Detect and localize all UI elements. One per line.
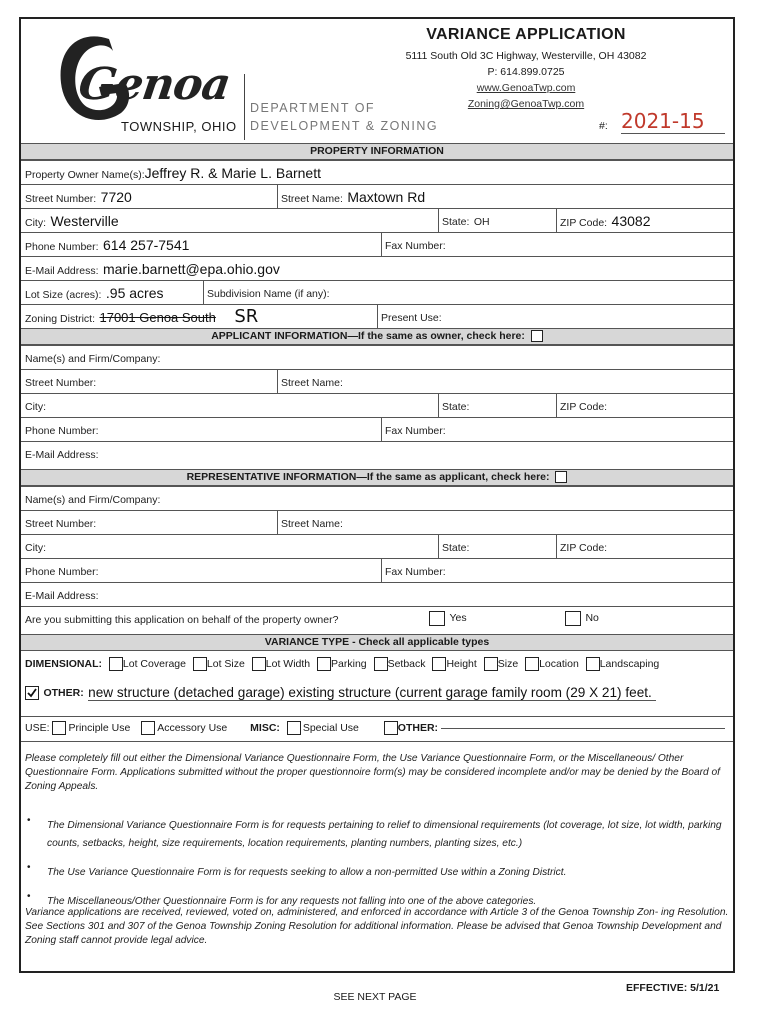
representative-same-checkbox[interactable] — [555, 471, 567, 483]
size-label: Size — [497, 658, 519, 670]
office-phone: P: 614.899.0725 — [487, 66, 565, 78]
lot-size-checkbox[interactable] — [193, 657, 207, 671]
zip-value[interactable]: 43082 — [611, 213, 651, 229]
city-value[interactable]: Westerville — [50, 213, 119, 229]
misc-label: MISC: — [250, 722, 280, 734]
representative-state-label: State: — [442, 542, 470, 554]
use-label: USE: — [25, 722, 50, 734]
street-name-value[interactable]: Maxtown Rd — [347, 189, 426, 205]
parking-label: Parking — [331, 658, 367, 670]
office-address: 5111 South Old 3C Highway, Westerville, OH 43082 — [405, 50, 647, 62]
representative-email-row — [21, 582, 733, 606]
property-city-row — [21, 208, 733, 232]
representative-city-label: City: — [25, 542, 46, 554]
representative-section-title: REPRESENTATIVE INFORMATION—If the same as applicant, check here: — [186, 471, 550, 483]
property-email-row — [21, 256, 733, 280]
separator-line-2 — [21, 741, 733, 742]
applicant-state-label: State: — [442, 401, 470, 413]
dept-line2: DEVELOPMENT & ZONING — [250, 119, 439, 133]
misc-other-label: OTHER: — [397, 722, 439, 734]
form-title: VARIANCE APPLICATION — [426, 26, 626, 43]
other-row — [25, 684, 731, 708]
other-label: OTHER: — [43, 686, 84, 699]
street-number-value[interactable]: 7720 — [100, 189, 132, 205]
lot-size-label: Lot Size (acres): — [25, 289, 102, 301]
dimensional-row — [25, 657, 731, 677]
applicant-city-label: City: — [25, 401, 46, 413]
state-value[interactable]: OH — [473, 216, 490, 228]
dimensional-label: DIMENSIONAL: — [25, 658, 102, 670]
location-label: Location — [539, 658, 579, 670]
bullet-text: The Miscellaneous/Other Questionnaire Form is for any requests not falling into one of the above categories. — [47, 896, 537, 907]
bullet-text: The Dimensional Variance Questionnaire Form is for requests pertaining to relief to dimensional requirements (lot coverage, lot size, lot width, parking counts, setbacks, height, size requirements, location requirements, planting numbers, planting sizes, etc.) — [47, 820, 722, 849]
behalf-question: Are you submitting this application on behalf of the property owner? — [25, 614, 339, 626]
landscaping-label: Landscaping — [599, 658, 660, 670]
representative-phone-row — [21, 558, 733, 582]
other-checkbox-checked[interactable] — [25, 686, 39, 700]
size-checkbox[interactable] — [484, 657, 498, 671]
bullet-item: • The Use Variance Questionnaire Form is for requests seeking to allow a non-permitted Use within a Zoning District. — [27, 862, 567, 878]
state-label: State: — [442, 216, 470, 228]
lot-coverage-checkbox[interactable] — [109, 657, 123, 671]
applicant-city-row — [21, 393, 733, 417]
website-link[interactable]: www.GenoaTwp.com — [476, 82, 576, 94]
applicant-fax-label: Fax Number: — [385, 425, 446, 437]
lot-size-option-label: Lot Size — [206, 658, 245, 670]
applicant-phone-label: Phone Number: — [25, 425, 99, 437]
special-use-checkbox[interactable] — [287, 721, 301, 735]
logo-township: TOWNSHIP, OHIO — [121, 119, 237, 134]
applicant-street-name-label: Street Name: — [281, 377, 343, 389]
representative-name-row — [21, 486, 733, 510]
checkmark-icon — [26, 687, 38, 699]
separator-line — [21, 716, 733, 717]
street-name-label: Street Name: — [281, 193, 343, 205]
behalf-yes-checkbox[interactable] — [429, 611, 445, 626]
fax-label: Fax Number: — [385, 240, 446, 252]
subdivision-label: Subdivision Name (if any): — [207, 288, 330, 300]
applicant-name-label: Name(s) and Firm/Company: — [25, 353, 161, 365]
setback-checkbox[interactable] — [374, 657, 388, 671]
dept-line1: DEPARTMENT OF — [250, 101, 376, 115]
representative-section — [21, 469, 733, 486]
lot-coverage-label: Lot Coverage — [122, 658, 186, 670]
representative-email-label: E-Mail Address: — [25, 590, 99, 602]
special-use-label: Special Use — [302, 722, 359, 734]
zoning-struck-value: 17001 Genoa South — [99, 310, 216, 325]
property-section-title: PROPERTY INFORMATION — [21, 143, 733, 160]
email-link[interactable]: Zoning@GenoaTwp.com — [467, 98, 585, 110]
bullet-text: The Use Variance Questionnaire Form is for requests seeking to allow a non-permitted Use within a Zoning District. — [47, 867, 567, 878]
height-checkbox[interactable] — [432, 657, 446, 671]
applicant-email-row — [21, 441, 733, 465]
applicant-street-number-label: Street Number: — [25, 377, 97, 389]
applicant-street-row — [21, 369, 733, 393]
bullet-item: • The Dimensional Variance Questionnaire Form is for requests pertaining to relief to dimensional requirements (lot coverage, lot size, lot width, parking counts, setbacks, height, size requirements, location requirements, planting numbers, planting sizes, etc.) — [27, 815, 722, 849]
property-zoning-row — [21, 304, 733, 328]
landscaping-checkbox[interactable] — [586, 657, 600, 671]
lot-width-checkbox[interactable] — [252, 657, 266, 671]
other-value[interactable]: new structure (detached garage) existing structure (current garage family room (29 X 21) feet. — [88, 685, 656, 701]
behalf-yes-label: Yes — [449, 612, 467, 624]
representative-fax-label: Fax Number: — [385, 566, 446, 578]
applicant-section — [21, 328, 733, 345]
logo-wordmark: Genoa — [75, 59, 234, 110]
representative-phone-label: Phone Number: — [25, 566, 99, 578]
applicant-phone-row — [21, 417, 733, 441]
accessory-use-checkbox[interactable] — [141, 721, 155, 735]
phone-label: Phone Number: — [25, 241, 99, 253]
property-street-row — [21, 184, 733, 208]
application-number-label: #: — [599, 120, 608, 132]
principle-use-label: Principle Use — [68, 722, 131, 734]
applicant-same-checkbox[interactable] — [531, 330, 543, 342]
present-use-label: Present Use: — [381, 312, 442, 324]
application-number-value[interactable]: 2021-15 — [621, 109, 725, 134]
behalf-no-label: No — [585, 612, 599, 624]
see-next-page: SEE NEXT PAGE — [333, 991, 417, 1003]
zoning-value[interactable]: SR — [234, 306, 259, 327]
owner-value[interactable]: Jeffrey R. & Marie L. Barnett — [144, 165, 321, 181]
behalf-row — [21, 606, 733, 630]
setback-label: Setback — [387, 658, 426, 670]
applicant-name-row — [21, 345, 733, 369]
representative-zip-label: ZIP Code: — [560, 542, 608, 554]
instructions-bullets — [25, 815, 729, 909]
logo-divider — [244, 74, 245, 140]
email-value[interactable]: marie.barnett@epa.ohio.gov — [102, 261, 280, 277]
lot-width-label: Lot Width — [265, 658, 311, 670]
effective-date: EFFECTIVE: 5/1/21 — [626, 982, 720, 994]
owner-row — [21, 160, 733, 184]
zoning-label: Zoning District: — [25, 313, 96, 325]
instructions-closing: Variance applications are received, reviewed, voted on, administered, and enforced in accordance with Article 3 of the Genoa Township Zon- ing Resolution. See Sections 301 and 307 of the Genoa Township Zoning Resolution for additional information. Please be advised that Genoa Township Development and Zoning staff cannot provide legal advice. — [25, 907, 729, 946]
bullet-item: • The Miscellaneous/Other Questionnaire Form is for any requests not falling into one of the above categories. — [27, 891, 537, 907]
instructions-intro: Please completely fill out either the Dimensional Variance Questionnaire Form, the Use Variance Questionnaire Form, or the Miscellaneous/ Other Questionnaire Form. Applications submitted without the proper questionnoire form(s) may be considered incomplete and/or may be denied by the Board of Zoning Appeals. — [25, 753, 721, 792]
property-lot-row — [21, 280, 733, 304]
representative-street-row — [21, 510, 733, 534]
parking-checkbox[interactable] — [317, 657, 331, 671]
principle-use-checkbox[interactable] — [52, 721, 66, 735]
city-label: City: — [25, 217, 46, 229]
representative-street-number-label: Street Number: — [25, 518, 97, 530]
phone-value[interactable]: 614 257-7541 — [103, 237, 190, 253]
location-checkbox[interactable] — [525, 657, 539, 671]
street-number-label: Street Number: — [25, 193, 97, 205]
applicant-email-label: E-Mail Address: — [25, 449, 99, 461]
accessory-use-label: Accessory Use — [157, 722, 228, 734]
behalf-no-checkbox[interactable] — [565, 611, 581, 626]
lot-size-value[interactable]: .95 acres — [105, 285, 164, 301]
representative-city-row — [21, 534, 733, 558]
email-label: E-Mail Address: — [25, 265, 99, 277]
variance-section-title: VARIANCE TYPE - Check all applicable types — [21, 634, 733, 651]
property-phone-row — [21, 232, 733, 256]
misc-other-line[interactable] — [441, 728, 725, 729]
representative-street-name-label: Street Name: — [281, 518, 343, 530]
use-row — [25, 721, 731, 741]
misc-other-checkbox[interactable] — [384, 721, 398, 735]
applicant-section-title: APPLICANT INFORMATION—If the same as owner, check here: — [211, 330, 525, 342]
representative-name-label: Name(s) and Firm/Company: — [25, 494, 161, 506]
height-label: Height — [446, 658, 477, 670]
applicant-zip-label: ZIP Code: — [560, 401, 608, 413]
variance-application-form — [19, 17, 735, 973]
zip-label: ZIP Code: — [560, 217, 608, 229]
owner-label: Property Owner Name(s): — [25, 169, 145, 181]
